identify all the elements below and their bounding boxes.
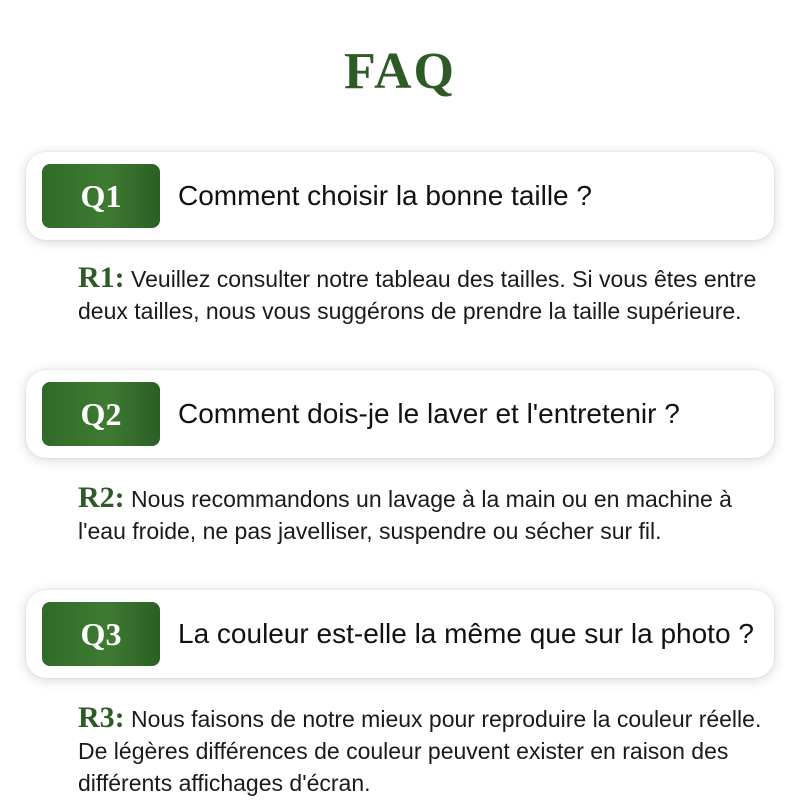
question-card-3[interactable]: [26, 590, 774, 678]
answer-block-1: [78, 262, 768, 327]
question-text-1: Comment choisir la bonne taille ?: [178, 180, 592, 211]
question-card-1[interactable]: [26, 152, 774, 240]
question-text-3: La couleur est-elle la même que sur la photo ?: [178, 618, 754, 649]
answer-label-1: R1:: [78, 261, 125, 294]
question-card-2[interactable]: [26, 370, 774, 458]
answer-label-2: R2:: [78, 481, 125, 514]
question-badge-3: Q3: [42, 602, 160, 666]
answer-block-3: [78, 702, 768, 799]
answer-block-2: [78, 482, 768, 547]
answer-text-1: Veuillez consulter notre tableau des tailles. Si vous êtes entre deux tailles, nous vous suggérons de prendre la taille supérieure.: [78, 266, 757, 324]
answer-label-3: R3:: [78, 701, 125, 734]
answer-text-3: Nous faisons de notre mieux pour reproduire la couleur réelle. De légères différences de couleur peuvent exister en raison des différents affichages d'écran.: [78, 706, 762, 796]
question-text-2: Comment dois-je le laver et l'entretenir ?: [178, 398, 680, 429]
question-badge-2: Q2: [42, 382, 160, 446]
answer-text-2: Nous recommandons un lavage à la main ou en machine à l'eau froide, ne pas javelliser, suspendre ou sécher sur fil.: [78, 486, 732, 544]
question-badge-1: Q1: [42, 164, 160, 228]
page-title: FAQ: [344, 43, 456, 100]
